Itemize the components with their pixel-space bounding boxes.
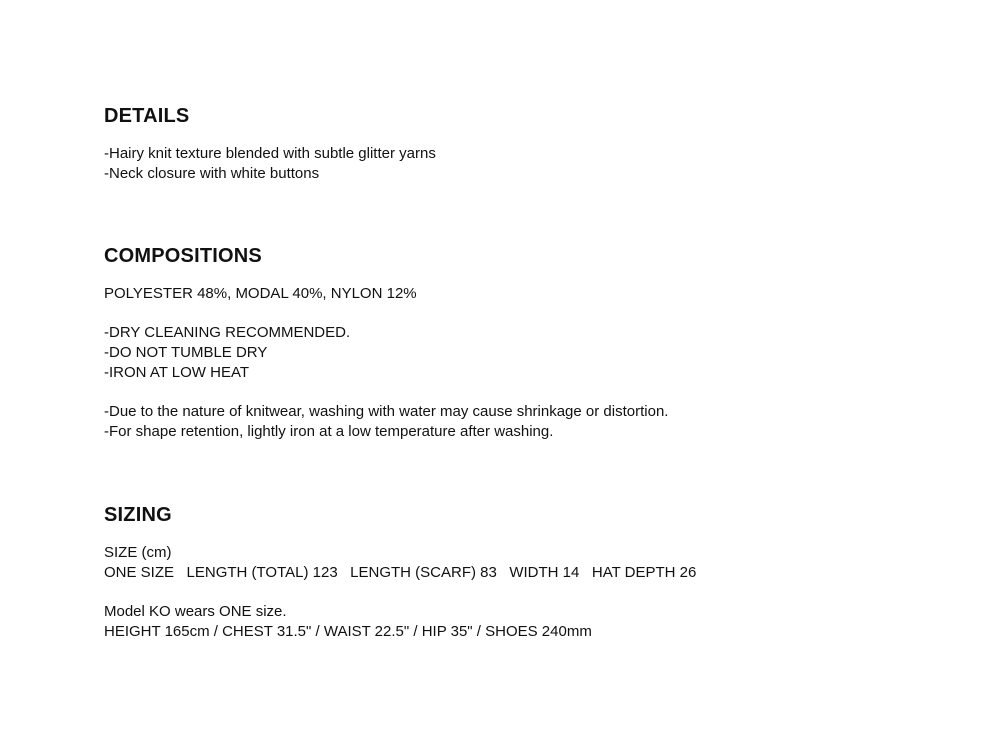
- care-note: -For shape retention, lightly iron at a low temperature after washing.: [104, 422, 554, 440]
- sizing-section: [104, 503, 964, 642]
- compositions-section: [104, 244, 964, 442]
- sizing-heading: SIZING: [104, 504, 172, 526]
- care-instruction: -IRON AT LOW HEAT: [104, 363, 250, 381]
- size-unit-label: SIZE (cm): [104, 544, 172, 561]
- model-measurements: HEIGHT 165cm / CHEST 31.5" / WAIST 22.5" / HIP 35" / SHOES 240mm: [104, 622, 592, 640]
- compositions-list: [104, 284, 964, 442]
- details-line: -Hairy knit texture blended with subtle glitter yarns: [104, 145, 436, 162]
- blank-line: [104, 582, 964, 602]
- care-note: -Due to the nature of knitwear, washing with water may cause shrinkage or distortion.: [104, 403, 669, 421]
- composition-materials: POLYESTER 48%, MODAL 40%, NYLON 12%: [104, 285, 417, 302]
- model-size-info: Model KO wears ONE size.: [104, 603, 287, 621]
- blank-line: [104, 383, 964, 403]
- blank-line: [104, 304, 964, 324]
- details-section: [104, 104, 964, 183]
- details-heading: DETAILS: [104, 105, 190, 127]
- care-instruction: -DRY CLEANING RECOMMENDED.: [104, 324, 351, 342]
- size-measurements: ONE SIZE LENGTH (TOTAL) 123 LENGTH (SCARF) 83 WIDTH 14 HAT DEPTH 26: [104, 563, 697, 581]
- sizing-list: [104, 543, 964, 642]
- care-instruction: -DO NOT TUMBLE DRY: [104, 344, 268, 362]
- details-line: -Neck closure with white buttons: [104, 164, 320, 182]
- compositions-heading: COMPOSITIONS: [104, 245, 262, 267]
- details-list: [104, 144, 964, 183]
